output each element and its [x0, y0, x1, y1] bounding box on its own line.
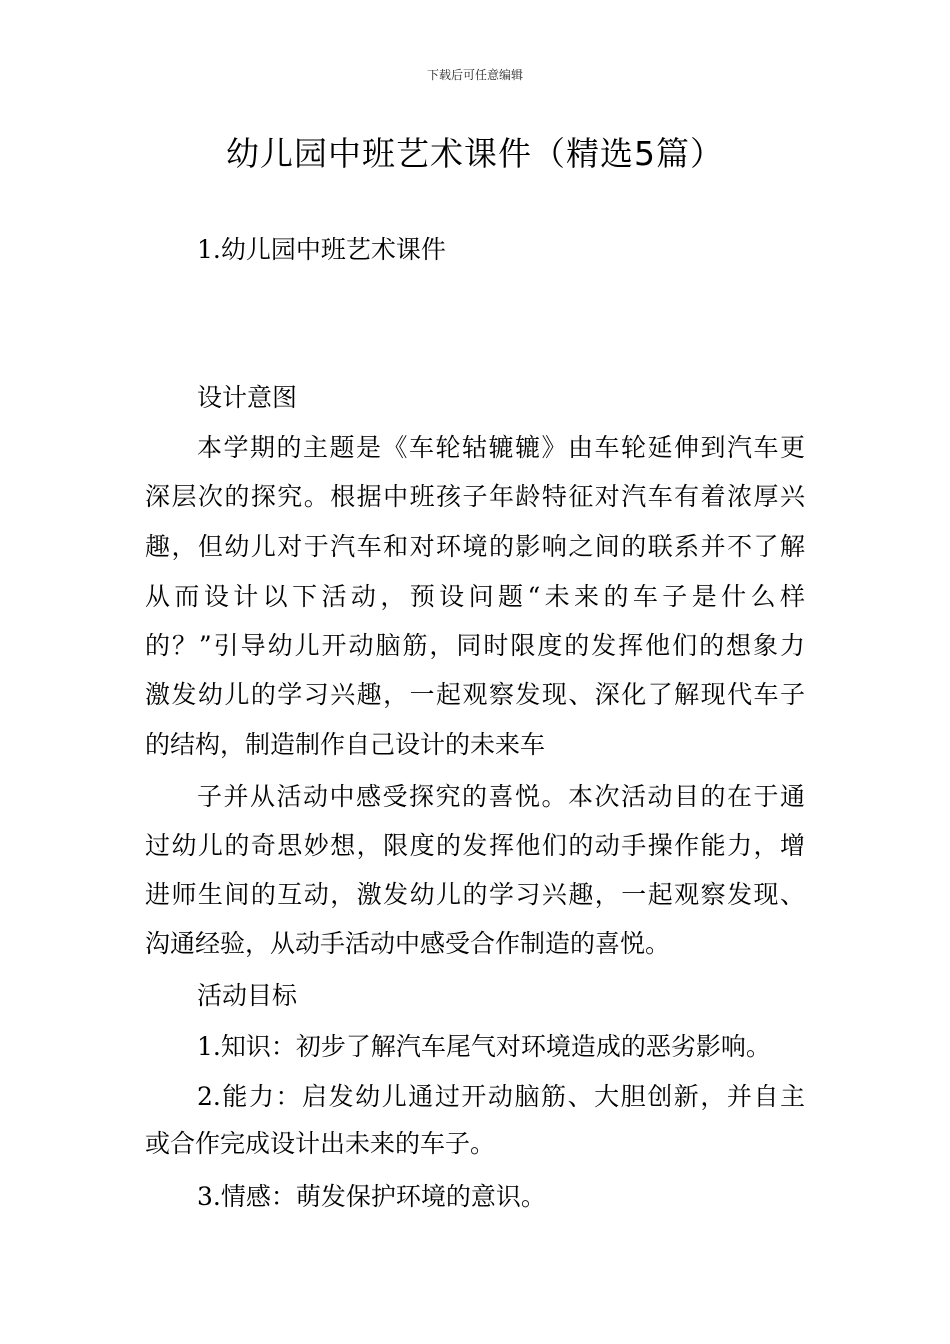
paragraph2-line: 进师生间的互动，激发幼儿的学习兴趣，一起观察发现、 [145, 880, 805, 909]
document-title: 幼儿园中班艺术课件（精选5篇） [226, 134, 724, 173]
goal-ability-line: 2.能力：启发幼儿通过开动脑筋、大胆创新，并自主 [197, 1082, 805, 1111]
paragraph1-line: 的结构，制造制作自己设计的未来车 [145, 730, 546, 759]
paragraph1-line: 趣，但幼儿对于汽车和对环境的影响之间的联系并不了解 [145, 532, 805, 561]
paragraph1-line: 本学期的主题是《车轮轱辘辘》由车轮延伸到汽车更 [197, 433, 805, 462]
paragraph1-line: 从而设计以下活动，预设问题“未来的车子是什么样 [145, 582, 805, 611]
goal-emotion: 3.情感：萌发保护环境的意识。 [197, 1182, 546, 1211]
design-intent-heading: 设计意图 [197, 383, 298, 412]
paragraph2-line: 沟通经验，从动手活动中感受合作制造的喜悦。 [145, 929, 671, 958]
paragraph1-line: 深层次的探究。根据中班孩子年龄特征对汽车有着浓厚兴 [145, 482, 805, 511]
paragraph1-line: 激发幼儿的学习兴趣，一起观察发现、深化了解现代车子 [145, 680, 805, 709]
goal-ability-line: 或合作完成设计出未来的车子。 [145, 1129, 496, 1158]
paragraph1-line: 的？”引导幼儿开动脑筋，同时限度的发挥他们的想象力 [145, 631, 805, 660]
section-heading: 1.幼儿园中班艺术课件 [197, 235, 446, 264]
activity-goals-heading: 活动目标 [197, 981, 298, 1010]
goal-knowledge: 1.知识：初步了解汽车尾气对环境造成的恶劣影响。 [197, 1032, 771, 1061]
paragraph2-line: 过幼儿的奇思妙想，限度的发挥他们的动手操作能力，增 [145, 831, 805, 860]
header-note: 下载后可任意编辑 [426, 68, 523, 82]
paragraph2-line: 子并从活动中感受探究的喜悦。本次活动目的在于通 [197, 782, 805, 811]
